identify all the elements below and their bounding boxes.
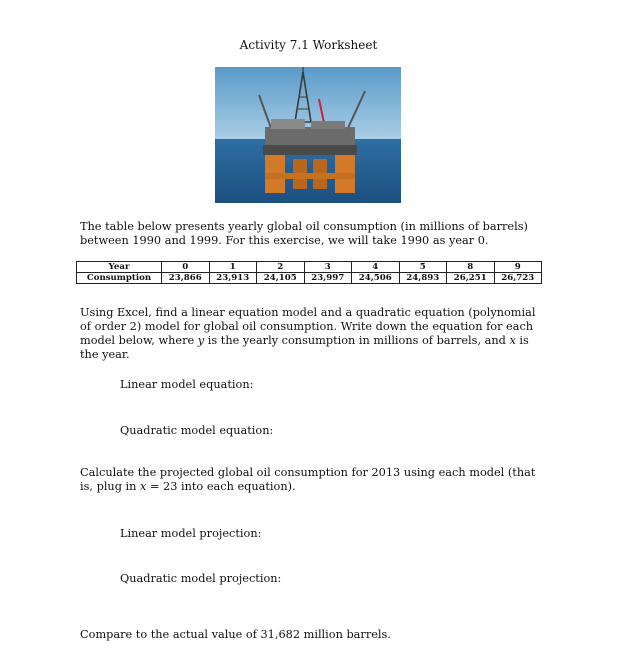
table-cell: 8 <box>447 262 495 273</box>
consumption-table <box>76 261 542 284</box>
row-header: Consumption <box>77 273 162 284</box>
projection-paragraph <box>80 466 550 494</box>
page-title: Activity 7.1 Worksheet <box>239 38 378 52</box>
table-cell: 1 <box>209 262 257 273</box>
row-header: Year <box>77 262 162 273</box>
linear-equation-label: Linear model equation: <box>120 378 254 391</box>
table-cell: 23,866 <box>162 273 210 284</box>
instructions-paragraph <box>80 306 550 362</box>
table-cell: 5 <box>399 262 447 273</box>
oil-platform-image <box>215 67 401 203</box>
table-cell: 9 <box>494 262 542 273</box>
table-cell: 4 <box>352 262 400 273</box>
table-cell: 0 <box>162 262 210 273</box>
var-x: x <box>509 334 516 347</box>
instructions-text: is the yearly consumption in millions of barrels, and <box>204 334 510 347</box>
table-cell: 3 <box>304 262 352 273</box>
table-row-consumption <box>77 273 542 284</box>
instructions-text: is the year. <box>80 334 529 361</box>
table-cell: 24,105 <box>257 273 305 284</box>
linear-projection-label: Linear model projection: <box>120 527 262 540</box>
table-cell: 23,997 <box>304 273 352 284</box>
table-row-year <box>77 262 542 273</box>
projection-text: = 23 into each equation). <box>146 480 296 493</box>
table-cell: 23,913 <box>209 273 257 284</box>
var-y: y <box>197 334 205 347</box>
quadratic-equation-label: Quadratic model equation: <box>120 424 274 437</box>
intro-paragraph: The table below presents yearly global oil consumption (in millions of barrels) between 1990 and 1999. For this exercise, we will take 1990 as year 0. <box>80 220 528 247</box>
instructions-text: Using Excel, find a linear equation model and a quadratic equation (polynomial of order 2) model for global oil consumption. Write down the equation for each model below, where <box>80 306 536 347</box>
table-cell: 2 <box>257 262 305 273</box>
table-cell: 24,893 <box>399 273 447 284</box>
quadratic-projection-label: Quadratic model projection: <box>120 572 282 585</box>
var-x: x <box>140 480 147 493</box>
table-cell: 24,506 <box>352 273 400 284</box>
table-cell: 26,723 <box>494 273 542 284</box>
compare-paragraph: Compare to the actual value of 31,682 million barrels. <box>80 628 391 641</box>
projection-text: Calculate the projected global oil consumption for 2013 using each model (that is, plug in <box>80 466 536 493</box>
table-cell: 26,251 <box>447 273 495 284</box>
